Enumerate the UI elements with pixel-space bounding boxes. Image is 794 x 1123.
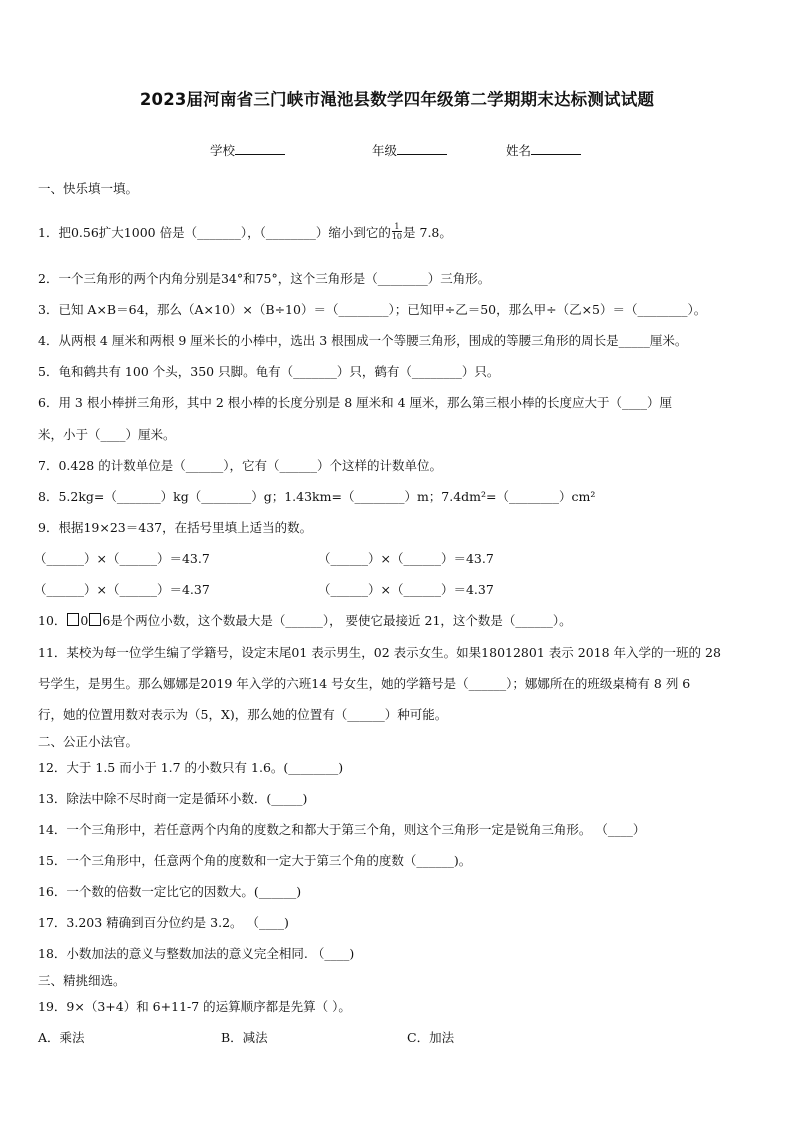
grade-label: 年级 bbox=[372, 143, 398, 158]
question-18: 18．小数加法的意义与整数加法的意义完全相同. （____) bbox=[38, 946, 355, 961]
section-2-heading: 二、公正小法官。 bbox=[38, 734, 139, 749]
question-9-stem: 9．根据19×23＝437，在括号里填上适当的数。 bbox=[38, 520, 313, 535]
name-field bbox=[506, 141, 581, 159]
question-11-line-1: 11．某校为每一位学生编了学籍号，设定末尾01 表示男生，02 表示女生。如果18012801 表示 2018 年入学的一班的 28 bbox=[38, 645, 721, 660]
question-13: 13．除法中除不尽时商一定是循环小数．(_____) bbox=[38, 791, 308, 806]
grade-blank[interactable] bbox=[397, 142, 447, 155]
digit-box-2[interactable] bbox=[89, 613, 101, 626]
question-12: 12．大于 1.5 而小于 1.7 的小数只有 1.6。(________) bbox=[38, 760, 344, 775]
question-6-line-1: 6．用 3 根小棒拼三角形，其中 2 根小棒的长度分别是 8 厘米和 4 厘米，那么第三根小棒的长度应大于（____）厘 bbox=[38, 395, 673, 410]
question-5: 5．龟和鹤共有 100 个头，350 只脚。龟有（_______）只，鹤有（________）只。 bbox=[38, 364, 500, 379]
question-11-line-3: 行，她的位置用数对表示为（5，X)，那么她的位置有（______）种可能。 bbox=[38, 707, 448, 722]
question-17: 17．3.203 精确到百分位约是 3.2。 （____) bbox=[38, 915, 289, 930]
question-8: 8．5.2kg=（_______）kg（________）g；1.43km=（________）m；7.4dm²=（________）cm² bbox=[38, 489, 596, 504]
page-title: 2023届河南省三门峡市渑池县数学四年级第二学期期末达标测试试题 bbox=[139, 90, 655, 109]
question-9-row1-left: （______）×（______）＝43.7 bbox=[34, 551, 210, 566]
school-field bbox=[210, 141, 285, 159]
name-blank[interactable] bbox=[531, 142, 581, 155]
name-label: 姓名 bbox=[506, 143, 532, 158]
q1-text-b: 是 7.8。 bbox=[403, 225, 452, 240]
question-1 bbox=[38, 224, 452, 243]
question-16: 16．一个数的倍数一定比它的因数大。(______) bbox=[38, 884, 302, 899]
question-7: 7．0.428 的计数单位是（______），它有（______）个这样的计数单位。 bbox=[38, 458, 442, 473]
question-19-stem: 19．9×（3+4）和 6+11-7 的运算顺序都是先算（ ）。 bbox=[38, 999, 351, 1014]
option-b[interactable]: B．减法 bbox=[221, 1030, 268, 1045]
question-11-line-2: 号学生，是男生。那么娜娜是2019 年入学的六班14 号女生，她的学籍号是（______）；娜娜所在的班级桌椅有 8 列 6 bbox=[38, 676, 691, 691]
question-9-row1-right: （______）×（______）＝43.7 bbox=[318, 551, 494, 566]
question-4: 4．从两根 4 厘米和两根 9 厘米长的小棒中，选出 3 根围成一个等腰三角形，围成的等腰三角形的周长是_____厘米。 bbox=[38, 333, 688, 348]
school-label: 学校 bbox=[210, 143, 236, 158]
section-1-heading: 一、快乐填一填。 bbox=[38, 181, 139, 196]
fraction-one-tenth bbox=[392, 222, 402, 241]
q1-text-a: 1．把0.56扩大1000 倍是（_______），（________）缩小到它的 bbox=[38, 225, 391, 240]
option-c[interactable]: C．加法 bbox=[407, 1030, 455, 1045]
digit-box-1[interactable] bbox=[67, 613, 79, 626]
fraction-numerator: 1 bbox=[392, 222, 402, 232]
q10-number: 10． bbox=[38, 613, 67, 628]
grade-field bbox=[372, 141, 447, 159]
question-9-row2-left: （______）×（______）＝4.37 bbox=[34, 582, 210, 597]
q10-text: 6是个两位小数，这个数最大是（______）， 要使它最接近 21，这个数是（______）。 bbox=[102, 613, 572, 628]
school-blank[interactable] bbox=[235, 142, 285, 155]
question-14: 14．一个三角形中，若任意两个内角的度数之和都大于第三个角，则这个三角形一定是锐角三角形。 （____） bbox=[38, 822, 646, 837]
question-10 bbox=[38, 613, 572, 629]
question-15: 15．一个三角形中，任意两个角的度数和一定大于第三个角的度数（______)。 bbox=[38, 853, 472, 868]
section-3-heading: 三、精挑细选。 bbox=[38, 973, 126, 988]
option-a[interactable]: A．乘法 bbox=[38, 1030, 85, 1045]
question-3: 3．已知 A×B＝64，那么（A×10）×（B÷10）＝（________）；已知甲÷乙＝50，那么甲÷（乙×5）＝（________）。 bbox=[38, 302, 707, 317]
q10-middle-digit: 0 bbox=[80, 613, 89, 628]
question-6-line-2: 米，小于（____）厘米。 bbox=[38, 427, 176, 442]
question-9-row2-right: （______）×（______）＝4.37 bbox=[318, 582, 494, 597]
fraction-denominator: 10 bbox=[391, 232, 403, 241]
question-2: 2．一个三角形的两个内角分别是34°和75°，这个三角形是（________）三角形。 bbox=[38, 271, 491, 286]
